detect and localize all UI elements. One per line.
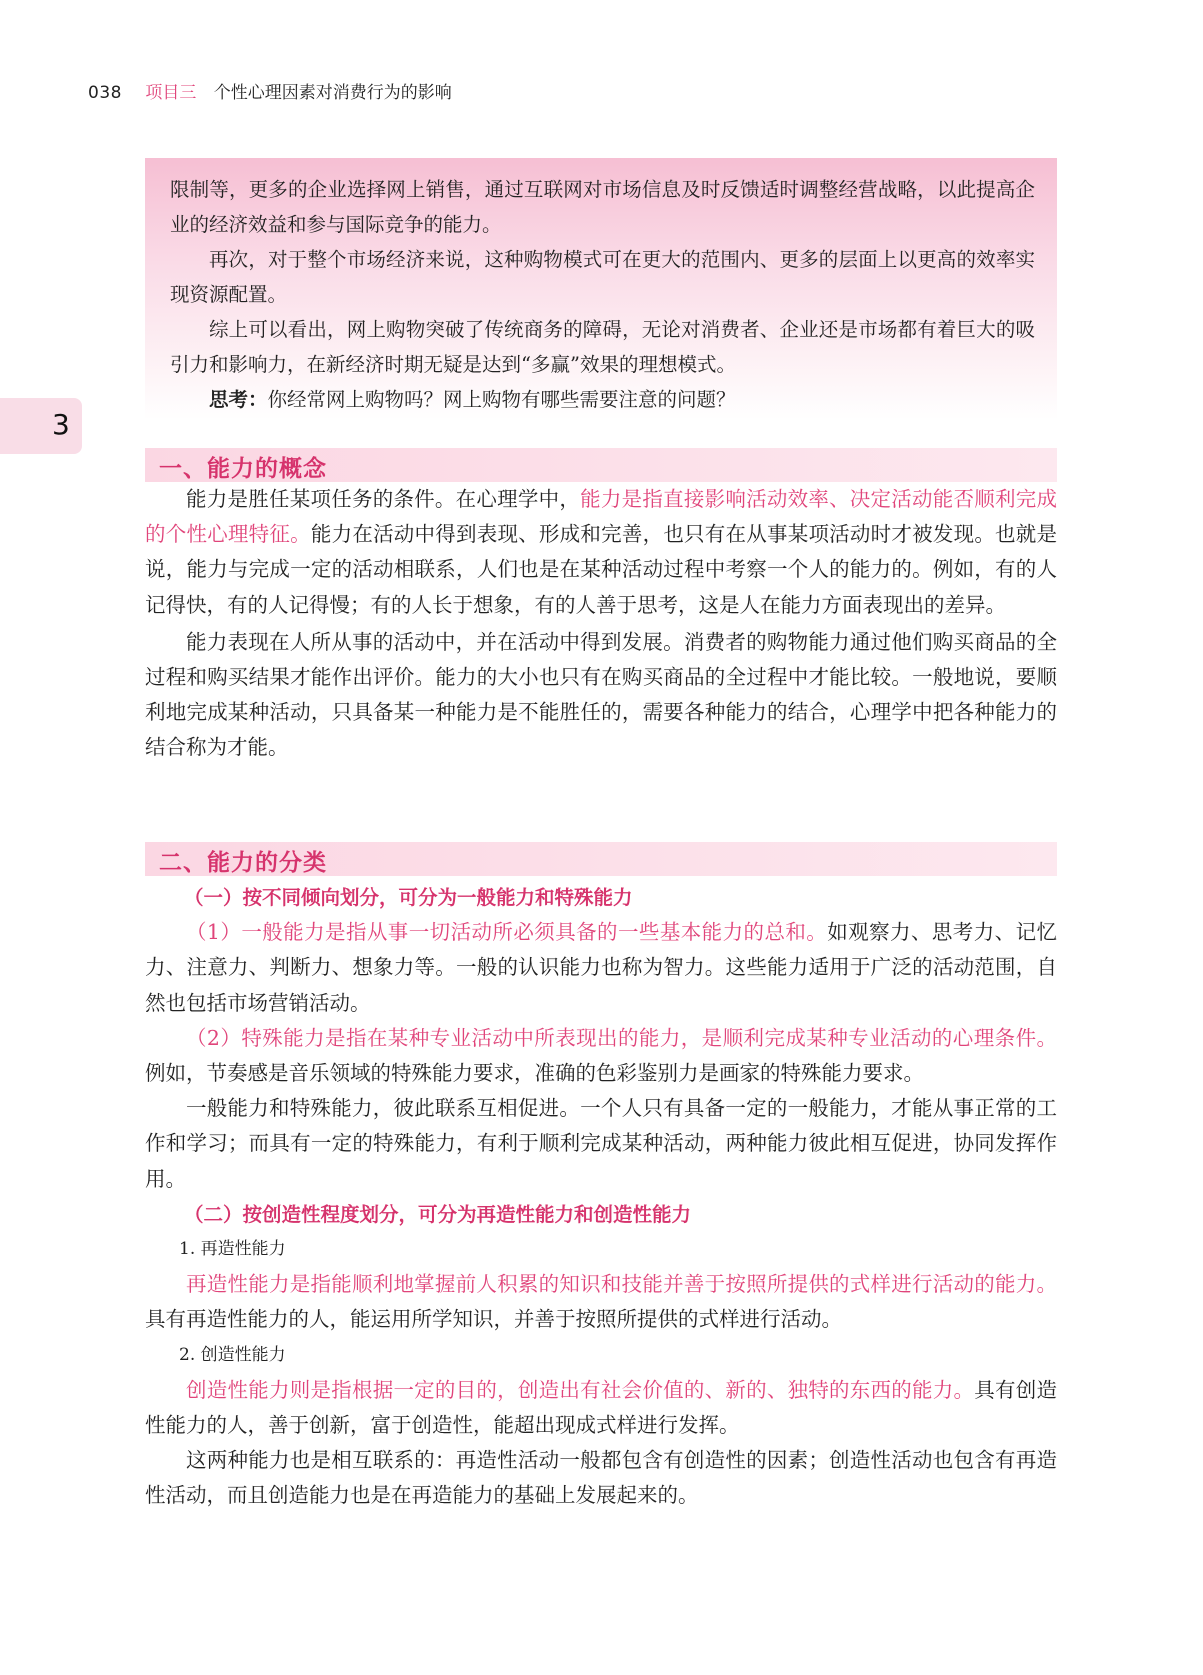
s2-p4-rest: 具有再造性能力的人，能运用所学知识，并善于按照所提供的式样进行活动。 [145, 1307, 842, 1332]
subheading-2: （二）按创造性程度划分，可分为再造性能力和创造性能力 [184, 1202, 692, 1226]
running-header [88, 78, 452, 103]
s1-paragraph-2: 能力表现在人所从事的活动中，并在活动中得到发展。消费者的购物能力通过他们购买商品的全过程和购买结果才能作出评价。能力的大小也只有在购买商品的全过程中才能比较。一般地说，要顺利地完成某种活动，只具备某一种能力是不能胜任的，需要各种能力的结合，心理学中把各种能力的结合称为才能。 [145, 629, 1057, 760]
s2-p5-rest: 具有创造性能力的人，善于创新，富于创造性，能超出现成式样进行发挥。 [145, 1377, 1058, 1438]
subheading-1: （一）按不同倾向划分，可分为一般能力和特殊能力 [184, 886, 633, 909]
section-heading-1 [145, 448, 1057, 482]
section-2-body [145, 880, 1057, 1514]
s2-p4-definition: 再造性能力是指能顺利地掌握前人积累的知识和技能并善于按照所提供的式样进行活动的能力。 [186, 1272, 1057, 1297]
section-heading-2 [145, 842, 1057, 876]
think-text: 你经常网上购物吗？网上购物有哪些需要注意的问题？ [267, 388, 736, 411]
s2-paragraph-4 [145, 1267, 1057, 1337]
s1-p1-rest: 能力在活动中得到表现、形成和完善，也只有在从事某项活动时才被发现。也就是说，能力与完成一定的活动相联系，人们也是在某种活动过程中考察一个人的能力的。例如，有的人记得快，有的人记得慢；有的人长于想象，有的人善于思考，这是人在能力方面表现出的差异。 [145, 522, 1058, 617]
chapter-tab-number: 3 [52, 408, 70, 441]
s2-p1-rest: 如观察力、思考力、记忆力、注意力、判断力、想象力等。一般的认识能力也称为智力。这些能力适用于广泛的活动范围，自然也包括市场营销活动。 [145, 920, 1058, 1015]
chapter-title: 个性心理因素对消费行为的影响 [213, 83, 452, 103]
s2-p1-definition: （1）一般能力是指从事一切活动所必须具备的一些基本能力的总和。 [186, 920, 828, 945]
s2-paragraph-2 [145, 1021, 1057, 1091]
s2-paragraph-3: 一般能力和特殊能力，彼此联系互相促进。一个人只有具备一定的一般能力，才能从事正常的工作和学习；而具有一定的特殊能力，有利于顺利完成某种活动，两种能力彼此相互促进，协同发挥作用。 [145, 1096, 1057, 1191]
think-question [170, 382, 1035, 417]
box-paragraph-1: 限制等，更多的企业选择网上销售，通过互联网对市场信息及时反馈适时调整经营战略，以此提高企业的经济效益和参与国际竞争的能力。 [170, 178, 1035, 236]
chapter-side-tab [0, 398, 82, 454]
box-paragraph-2: 再次，对于整个市场经济来说，这种购物模式可在更大的范围内、更多的层面上以更高的效率实现资源配置。 [170, 248, 1035, 306]
numbered-heading-2: 2. 创造性能力 [179, 1344, 286, 1365]
think-label: 思考： [209, 388, 268, 411]
section-heading-1-text: 一、能力的概念 [159, 456, 327, 482]
case-box [145, 158, 1057, 420]
page-number: 038 [88, 83, 122, 103]
s1-paragraph-1 [145, 482, 1057, 623]
numbered-heading-1: 1. 再造性能力 [179, 1239, 286, 1260]
s2-p5-definition: 创造性能力则是指根据一定的目的，创造出有社会价值的、新的、独特的东西的能力。 [186, 1377, 975, 1402]
s1-p1-definition: 能力是指直接影响活动效率、决定活动能否顺利完成的个性心理特征。 [145, 487, 1058, 547]
s2-paragraph-5 [145, 1373, 1057, 1443]
section-heading-2-text: 二、能力的分类 [159, 850, 327, 876]
box-paragraph-3: 综上可以看出，网上购物突破了传统商务的障碍，无论对消费者、企业还是市场都有着巨大的吸引力和影响力，在新经济时期无疑是达到“多赢”效果的理想模式。 [170, 318, 1035, 376]
s2-paragraph-1 [145, 915, 1057, 1021]
s2-p2-rest: 例如，节奏感是音乐领域的特殊能力要求，准确的色彩鉴别力是画家的特殊能力要求。 [145, 1061, 924, 1086]
s2-paragraph-6: 这两种能力也是相互联系的：再造性活动一般都包含有创造性的因素；创造性活动也包含有再造性活动，而且创造能力也是在再造能力的基础上发展起来的。 [145, 1448, 1057, 1508]
section-1-body [145, 482, 1057, 766]
s2-p2-definition: （2）特殊能力是指在某种专业活动中所表现出的能力，是顺利完成某种专业活动的心理条件。 [186, 1025, 1057, 1050]
project-label: 项目三 [145, 83, 197, 103]
s1-p1-lead: 能力是胜任某项任务的条件。在心理学中， [186, 487, 581, 511]
